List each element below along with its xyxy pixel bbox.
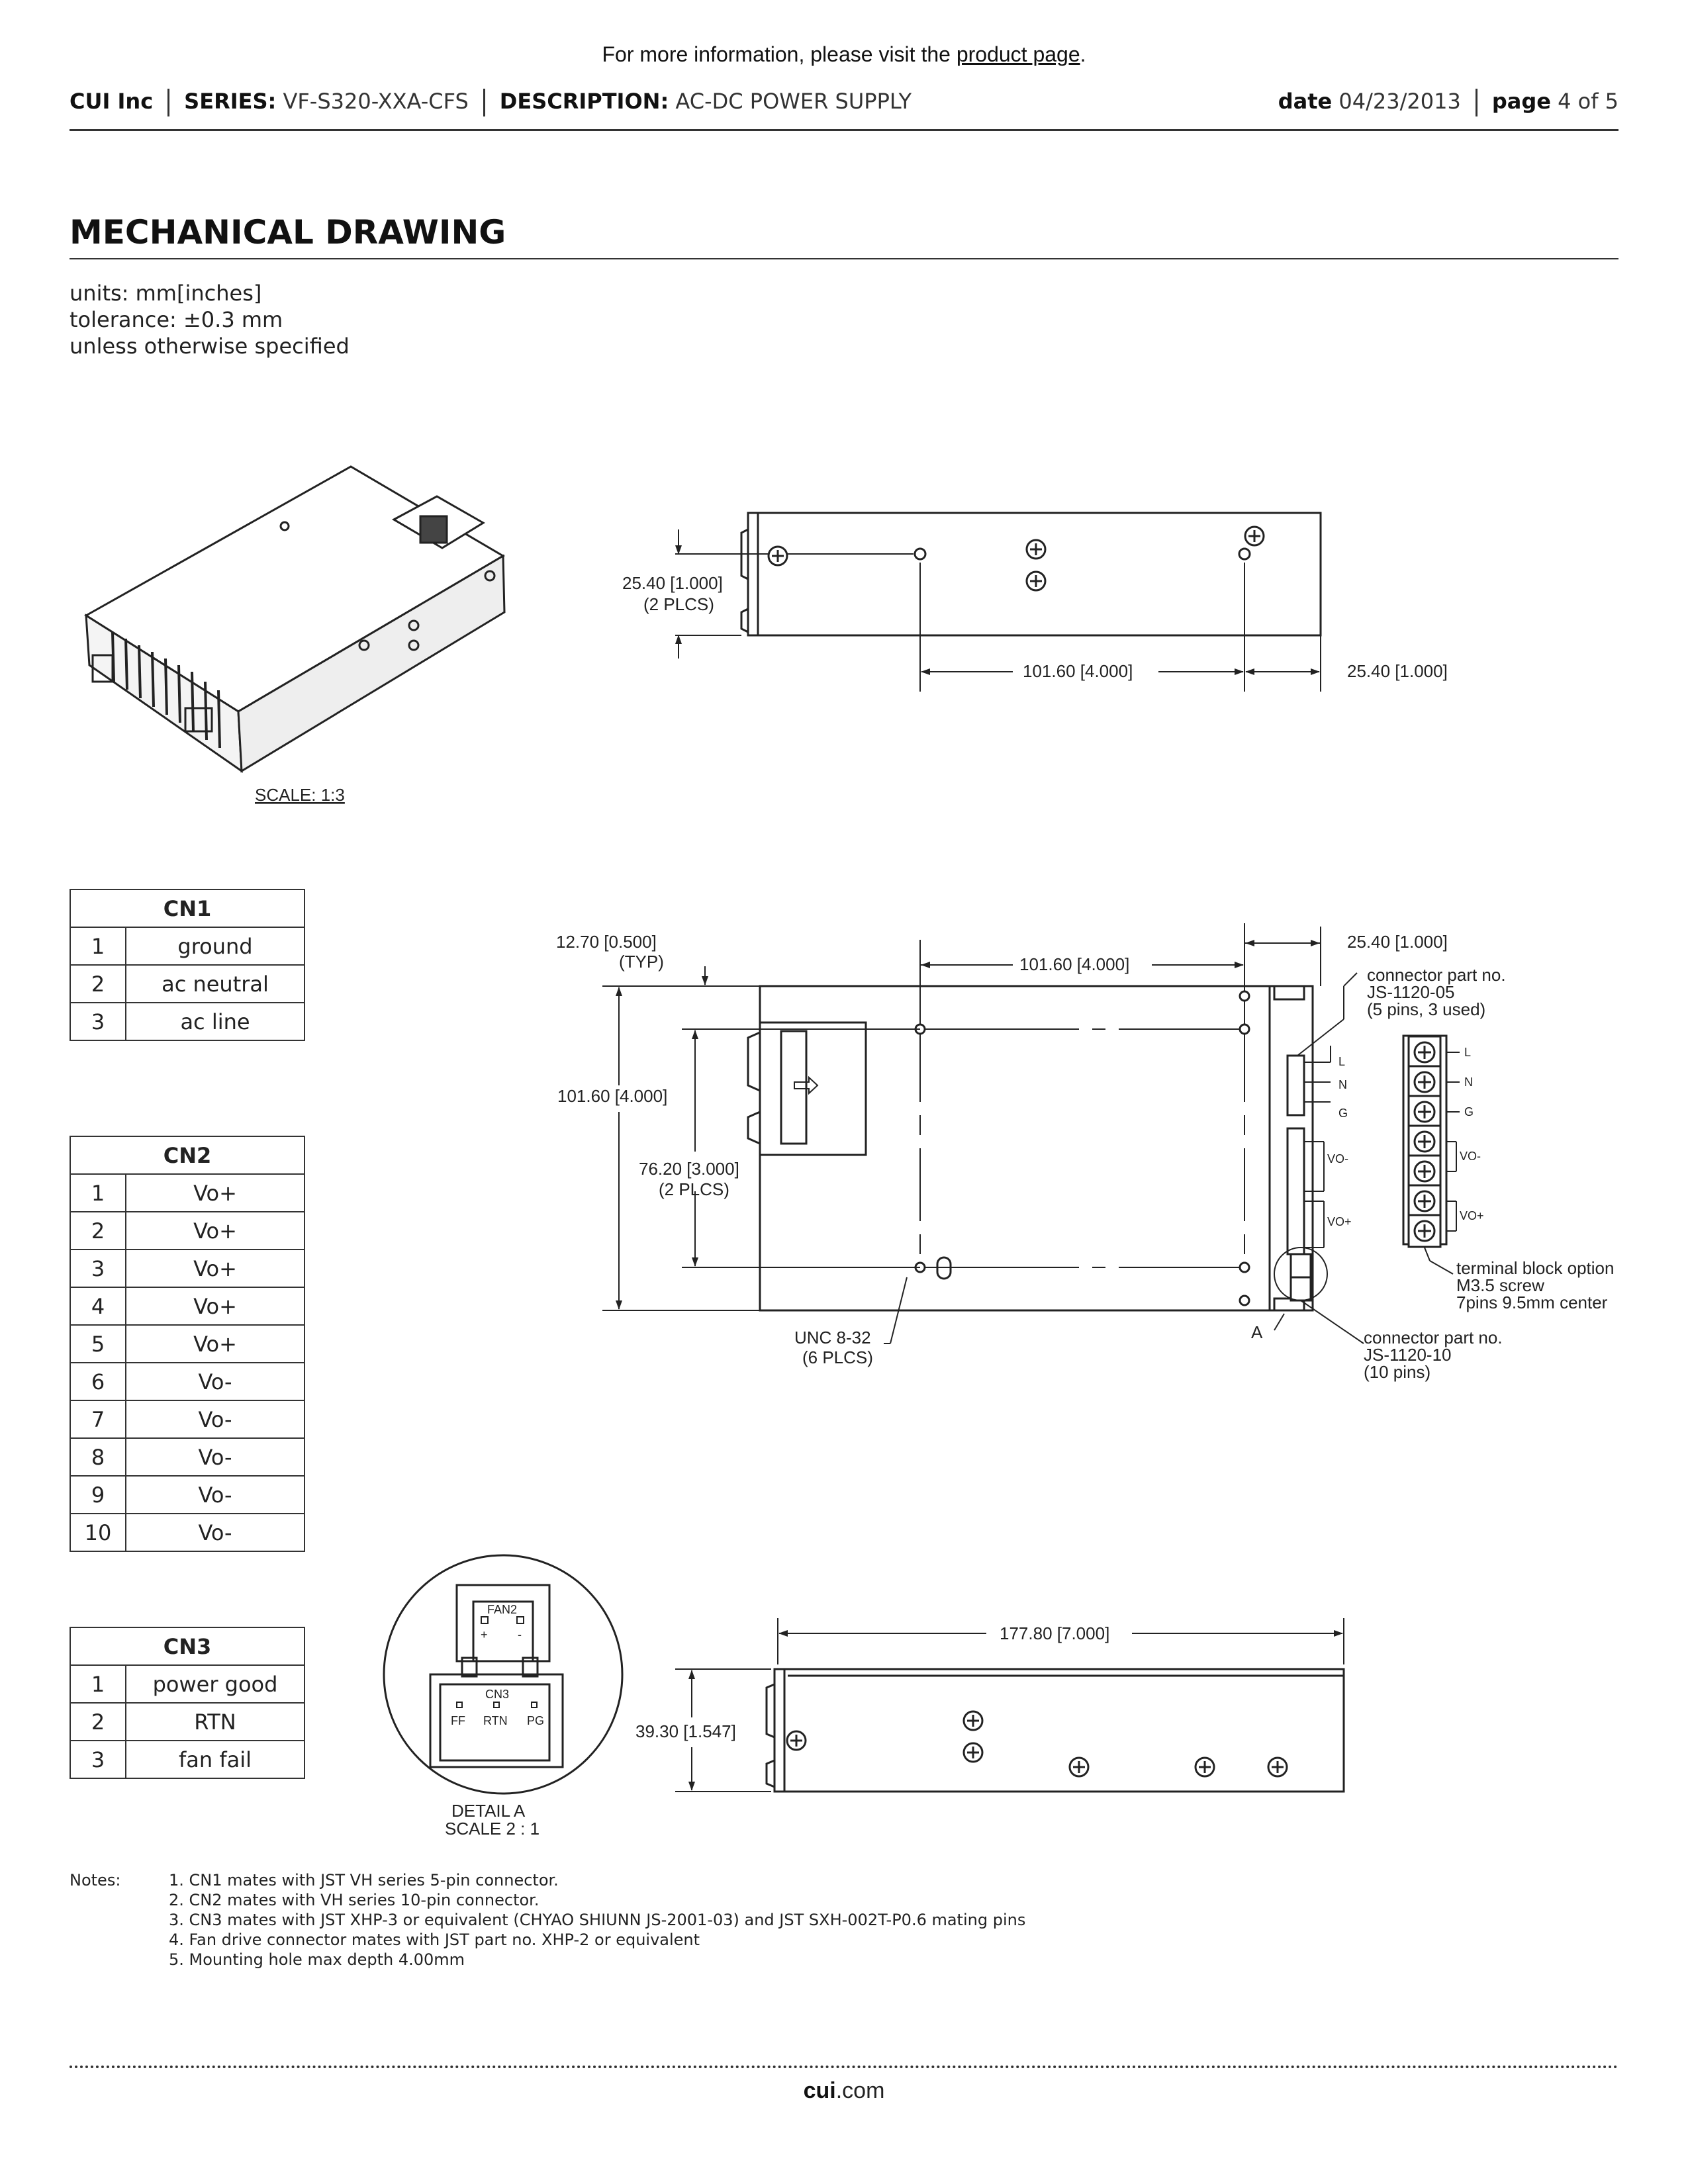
table-row: 6 Vo- [70, 1363, 305, 1400]
conn1-line2: JS-1120-05 [1367, 982, 1455, 1002]
note-item: 3. CN3 mates with JST XHP-3 or equivalent (CHYAO SHIUNN JS-2001-03) and JST SXH-002T-P0.6 mating pins [169, 1911, 1026, 1929]
notice-prefix: For more information, please visit the [602, 42, 951, 66]
svg-text:N: N [1464, 1075, 1473, 1089]
svg-text:L: L [1464, 1046, 1472, 1059]
table-row: 2 ac neutral [70, 965, 305, 1003]
note-item: 4. Fan drive connector mates with JST part no. XHP-2 or equivalent [169, 1931, 700, 1949]
page-label: page [1491, 89, 1551, 114]
company-name: CUI Inc [70, 89, 154, 114]
svg-text:FF: FF [451, 1714, 465, 1727]
top-view [675, 513, 1321, 692]
table-row: 2 RTN [70, 1703, 305, 1741]
date-value: 04/23/2013 [1338, 89, 1461, 114]
table-row: 3 Vo+ [70, 1250, 305, 1287]
unc-label: UNC 8-32 [794, 1328, 871, 1347]
product-page-link[interactable]: product page [956, 42, 1080, 66]
top-screw-2 [1027, 540, 1045, 559]
inner-note: (2 PLCS) [659, 1179, 729, 1199]
inner-dim: 76.20 [3.000] [639, 1159, 739, 1179]
terminal-line3: 7pins 9.5mm center [1456, 1293, 1608, 1312]
conn2-line3: (10 pins) [1364, 1362, 1431, 1382]
series-label: SERIES: [184, 89, 277, 114]
table-row: 2 Vo+ [70, 1212, 305, 1250]
svg-text:N: N [1338, 1078, 1347, 1091]
iso-scale-label: SCALE: 1:3 [255, 785, 345, 805]
conn2-line1: connector part no. [1364, 1328, 1503, 1347]
notes-label: Notes: [70, 1871, 121, 1889]
svg-text:VO-: VO- [1460, 1150, 1481, 1163]
table-row: 1 ground [70, 927, 305, 965]
description-value: AC-DC POWER SUPPLY [675, 89, 912, 114]
notes-list [169, 1870, 1228, 1970]
svg-text:FAN2: FAN2 [487, 1603, 518, 1616]
right-dim: 25.40 [1.000] [1347, 932, 1448, 952]
table-row: 3 fan fail [70, 1741, 305, 1778]
isometric-view [86, 467, 504, 771]
page-value: 4 of 5 [1558, 89, 1618, 114]
side-screw-6 [1268, 1758, 1287, 1776]
svg-text:RTN: RTN [483, 1714, 508, 1727]
conn2-line2: JS-1120-10 [1364, 1345, 1452, 1365]
side-length-dim: 177.80 [7.000] [1000, 1623, 1110, 1643]
side-screw-3 [964, 1743, 982, 1762]
side-screw-4 [1070, 1758, 1088, 1776]
table-row: 8 Vo- [70, 1438, 305, 1476]
series-value: VF-S320-XXA-CFS [283, 89, 469, 114]
top-dim-right: 25.40 [1.000] [1347, 661, 1448, 681]
conn1-line1: connector part no. [1367, 965, 1506, 985]
table-row: 1 power good [70, 1665, 305, 1703]
specified-line: unless otherwise specified [70, 334, 350, 359]
cn1-table [70, 889, 305, 1041]
top-dim-left-note: (2 PLCS) [643, 594, 714, 614]
top-dim-mid: 101.60 [4.000] [1023, 661, 1133, 681]
detail-a-view [384, 1555, 622, 1794]
top-screw-1 [769, 547, 787, 565]
side-screw-1 [787, 1731, 806, 1750]
footer-site[interactable] [0, 2078, 1688, 2104]
svg-text:CN3: CN3 [485, 1688, 510, 1701]
top-screw-4 [1245, 527, 1264, 545]
conn1-line3: (5 pins, 3 used) [1367, 999, 1486, 1019]
cn1-title: CN1 [70, 889, 305, 927]
side-screw-5 [1196, 1758, 1214, 1776]
height-dim: 101.60 [4.000] [557, 1086, 668, 1106]
note-item: 2. CN2 mates with VH series 10-pin connector. [169, 1891, 539, 1909]
detail-a-marker: A [1251, 1322, 1263, 1342]
tolerance-line: tolerance: ±0.3 mm [70, 307, 283, 332]
typ-dim: 12.70 [0.500] [556, 932, 657, 952]
footer-brand: cui [803, 2078, 836, 2103]
description-label: DESCRIPTION: [499, 89, 669, 114]
detail-a-title: DETAIL A [451, 1801, 526, 1821]
svg-text:VO+: VO+ [1460, 1209, 1484, 1222]
terminal-line1: terminal block option [1456, 1258, 1615, 1278]
side-view [675, 1618, 1344, 1792]
svg-text:G: G [1338, 1107, 1348, 1120]
svg-text:G: G [1464, 1105, 1474, 1118]
table-row: 10 Vo- [70, 1514, 305, 1551]
notes-block [70, 1870, 1261, 1976]
detail-a-scale: SCALE 2 : 1 [445, 1819, 540, 1839]
cn2-title: CN2 [70, 1136, 305, 1174]
unc-note: (6 PLCS) [802, 1347, 873, 1367]
table-row: 3 ac line [70, 1003, 305, 1040]
table-row: 9 Vo- [70, 1476, 305, 1514]
terminal-screws [1409, 1036, 1440, 1247]
svg-text:-: - [518, 1628, 522, 1641]
top-screw-3 [1027, 572, 1045, 590]
units-line: units: mm[inches] [70, 281, 262, 306]
typ-note: (TYP) [619, 952, 664, 972]
width-dim: 101.60 [4.000] [1019, 954, 1130, 974]
section-title: MECHANICAL DRAWING [70, 213, 506, 251]
note-item: 1. CN1 mates with JST VH series 5-pin connector. [169, 1871, 559, 1889]
cn2-table [70, 1136, 305, 1552]
middle-view [602, 923, 1460, 1343]
table-row: 5 Vo+ [70, 1325, 305, 1363]
side-screw-2 [964, 1711, 982, 1730]
svg-text:VO-: VO- [1327, 1152, 1349, 1165]
footer-domain: .com [835, 2078, 885, 2103]
svg-text:+: + [481, 1628, 488, 1641]
table-row: 1 Vo+ [70, 1174, 305, 1212]
date-label: date [1278, 89, 1333, 114]
side-height-dim: 39.30 [1.547] [635, 1721, 736, 1741]
table-row: 7 Vo- [70, 1400, 305, 1438]
note-item: 5. Mounting hole max depth 4.00mm [169, 1950, 465, 1969]
cn3-title: CN3 [70, 1627, 305, 1665]
top-dim-left: 25.40 [1.000] [622, 573, 723, 593]
cn3-table [70, 1627, 305, 1779]
notice-suffix: . [1080, 42, 1086, 66]
terminal-line2: M3.5 screw [1456, 1275, 1544, 1295]
svg-text:PG: PG [527, 1714, 545, 1727]
svg-text:L: L [1338, 1055, 1346, 1068]
svg-text:VO+: VO+ [1327, 1215, 1352, 1228]
table-row: 4 Vo+ [70, 1287, 305, 1325]
footer-divider [70, 2066, 1618, 2068]
